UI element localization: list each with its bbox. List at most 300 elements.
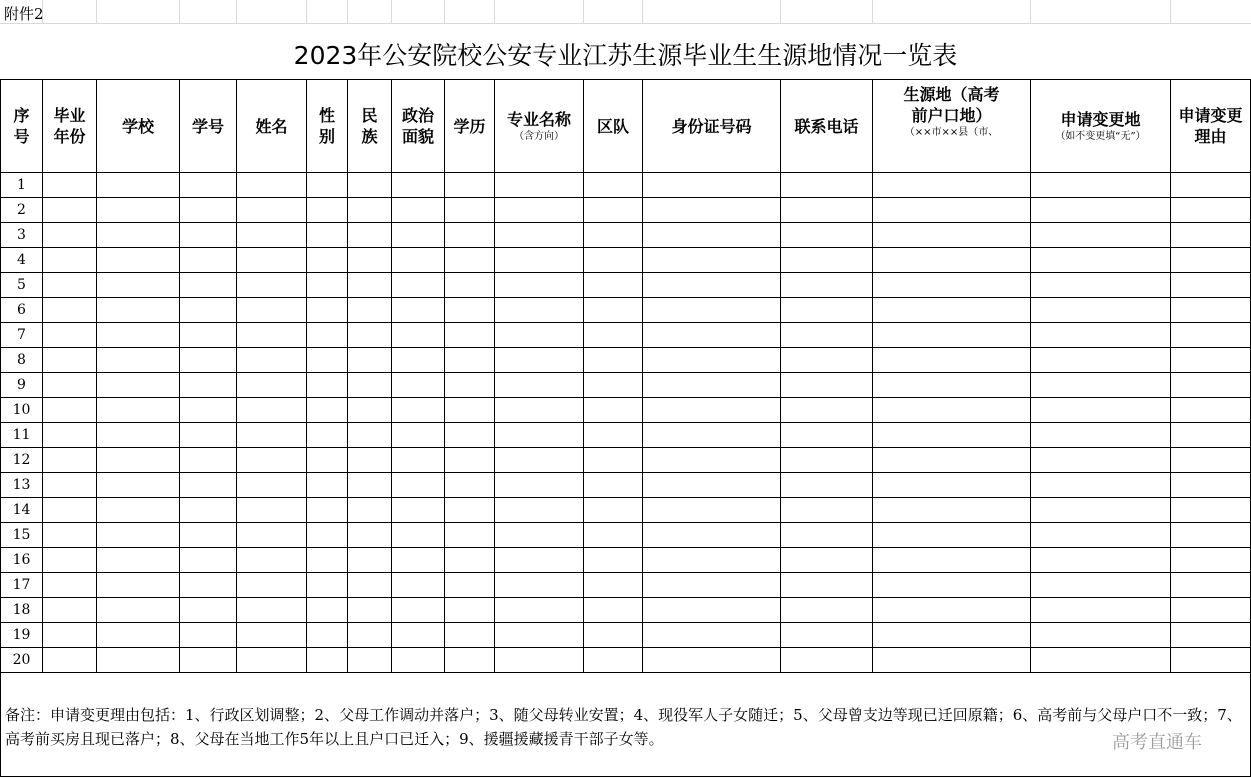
table-cell[interactable]: [873, 223, 1031, 248]
table-cell[interactable]: [873, 248, 1031, 273]
table-cell[interactable]: [584, 523, 643, 548]
table-cell[interactable]: [237, 273, 307, 298]
table-cell[interactable]: [643, 548, 781, 573]
table-cell[interactable]: [584, 498, 643, 523]
table-cell[interactable]: [1171, 448, 1251, 473]
table-cell[interactable]: [307, 523, 348, 548]
table-cell[interactable]: [43, 598, 97, 623]
table-cell[interactable]: [97, 173, 180, 198]
table-cell[interactable]: [307, 498, 348, 523]
table-cell[interactable]: [584, 198, 643, 223]
table-cell[interactable]: [1031, 398, 1171, 423]
table-cell[interactable]: [643, 498, 781, 523]
table-cell[interactable]: [180, 423, 237, 448]
table-cell[interactable]: [237, 398, 307, 423]
table-cell[interactable]: [348, 298, 392, 323]
table-cell[interactable]: [781, 473, 873, 498]
table-cell[interactable]: [445, 448, 495, 473]
table-cell[interactable]: [43, 273, 97, 298]
table-cell[interactable]: [97, 298, 180, 323]
table-cell[interactable]: [643, 248, 781, 273]
table-cell[interactable]: [97, 548, 180, 573]
table-cell[interactable]: [307, 623, 348, 648]
table-cell[interactable]: [237, 498, 307, 523]
table-cell[interactable]: [781, 523, 873, 548]
table-cell[interactable]: [237, 473, 307, 498]
table-cell[interactable]: [873, 598, 1031, 623]
table-cell[interactable]: [643, 273, 781, 298]
table-cell[interactable]: [781, 598, 873, 623]
table-cell[interactable]: [180, 348, 237, 373]
table-cell[interactable]: [1031, 623, 1171, 648]
table-cell[interactable]: [643, 348, 781, 373]
table-cell[interactable]: [781, 173, 873, 198]
table-cell[interactable]: [392, 223, 445, 248]
table-cell[interactable]: [584, 298, 643, 323]
table-cell[interactable]: [873, 173, 1031, 198]
table-cell[interactable]: [348, 548, 392, 573]
table-cell[interactable]: [307, 598, 348, 623]
table-cell[interactable]: [445, 323, 495, 348]
table-cell[interactable]: [97, 398, 180, 423]
table-cell[interactable]: [180, 173, 237, 198]
table-cell[interactable]: [781, 273, 873, 298]
table-cell[interactable]: [237, 348, 307, 373]
table-cell[interactable]: [392, 398, 445, 423]
table-cell[interactable]: [348, 173, 392, 198]
table-cell[interactable]: [237, 298, 307, 323]
table-cell[interactable]: [97, 273, 180, 298]
table-cell[interactable]: [180, 398, 237, 423]
table-cell[interactable]: [348, 398, 392, 423]
table-cell[interactable]: [180, 323, 237, 348]
table-cell[interactable]: [1171, 298, 1251, 323]
table-cell[interactable]: [781, 298, 873, 323]
table-cell[interactable]: [781, 223, 873, 248]
table-cell[interactable]: [873, 548, 1031, 573]
table-cell[interactable]: [307, 223, 348, 248]
table-cell[interactable]: [307, 473, 348, 498]
table-cell[interactable]: [495, 198, 584, 223]
table-cell[interactable]: [445, 623, 495, 648]
table-cell[interactable]: [307, 573, 348, 598]
table-cell[interactable]: [445, 298, 495, 323]
table-cell[interactable]: [643, 448, 781, 473]
table-cell[interactable]: [445, 348, 495, 373]
table-cell[interactable]: [97, 348, 180, 373]
table-cell[interactable]: [307, 198, 348, 223]
table-cell[interactable]: [873, 498, 1031, 523]
table-cell[interactable]: [781, 198, 873, 223]
table-cell[interactable]: [43, 373, 97, 398]
table-cell[interactable]: [348, 473, 392, 498]
table-cell[interactable]: [180, 498, 237, 523]
table-cell[interactable]: [781, 423, 873, 448]
table-cell[interactable]: [873, 423, 1031, 448]
table-cell[interactable]: [307, 398, 348, 423]
table-cell[interactable]: [237, 623, 307, 648]
table-cell[interactable]: [237, 448, 307, 473]
table-cell[interactable]: [348, 273, 392, 298]
table-cell[interactable]: [307, 173, 348, 198]
table-cell[interactable]: [1031, 248, 1171, 273]
table-cell[interactable]: [584, 323, 643, 348]
table-cell[interactable]: [873, 398, 1031, 423]
table-cell[interactable]: [643, 173, 781, 198]
table-cell[interactable]: [97, 223, 180, 248]
table-cell[interactable]: [97, 323, 180, 348]
table-cell[interactable]: [348, 573, 392, 598]
table-cell[interactable]: [237, 173, 307, 198]
table-cell[interactable]: [643, 198, 781, 223]
table-cell[interactable]: [781, 648, 873, 673]
table-cell[interactable]: [873, 373, 1031, 398]
table-cell[interactable]: [1031, 373, 1171, 398]
table-cell[interactable]: [392, 348, 445, 373]
table-cell[interactable]: [43, 248, 97, 273]
table-cell[interactable]: [873, 623, 1031, 648]
table-cell[interactable]: [643, 298, 781, 323]
table-cell[interactable]: [584, 223, 643, 248]
table-cell[interactable]: [1171, 623, 1251, 648]
table-cell[interactable]: [1171, 473, 1251, 498]
table-cell[interactable]: [873, 523, 1031, 548]
table-cell[interactable]: [237, 573, 307, 598]
table-cell[interactable]: [495, 573, 584, 598]
table-cell[interactable]: [873, 273, 1031, 298]
table-cell[interactable]: [237, 373, 307, 398]
table-cell[interactable]: [1031, 498, 1171, 523]
table-cell[interactable]: [495, 448, 584, 473]
table-cell[interactable]: [1031, 173, 1171, 198]
table-cell[interactable]: [495, 273, 584, 298]
table-cell[interactable]: [1171, 348, 1251, 373]
table-cell[interactable]: [1031, 573, 1171, 598]
table-cell[interactable]: [495, 648, 584, 673]
table-cell[interactable]: [495, 623, 584, 648]
table-cell[interactable]: [781, 573, 873, 598]
table-cell[interactable]: [43, 648, 97, 673]
table-cell[interactable]: [781, 398, 873, 423]
table-cell[interactable]: [643, 598, 781, 623]
table-cell[interactable]: [1171, 373, 1251, 398]
table-cell[interactable]: [873, 298, 1031, 323]
table-cell[interactable]: [781, 448, 873, 473]
table-cell[interactable]: [392, 173, 445, 198]
table-cell[interactable]: [495, 298, 584, 323]
table-cell[interactable]: [307, 248, 348, 273]
table-cell[interactable]: [643, 373, 781, 398]
table-cell[interactable]: [495, 473, 584, 498]
table-cell[interactable]: [392, 523, 445, 548]
table-cell[interactable]: [1171, 223, 1251, 248]
table-cell[interactable]: [180, 298, 237, 323]
table-cell[interactable]: [584, 598, 643, 623]
table-cell[interactable]: [495, 223, 584, 248]
table-cell[interactable]: [495, 373, 584, 398]
table-cell[interactable]: [307, 273, 348, 298]
table-cell[interactable]: [43, 423, 97, 448]
table-cell[interactable]: [348, 498, 392, 523]
table-cell[interactable]: [781, 623, 873, 648]
table-cell[interactable]: [97, 598, 180, 623]
table-cell[interactable]: [43, 498, 97, 523]
table-cell[interactable]: [445, 248, 495, 273]
table-cell[interactable]: [495, 523, 584, 548]
table-cell[interactable]: [97, 248, 180, 273]
table-cell[interactable]: [1031, 598, 1171, 623]
table-cell[interactable]: [445, 648, 495, 673]
table-cell[interactable]: [307, 373, 348, 398]
table-cell[interactable]: [392, 473, 445, 498]
table-cell[interactable]: [97, 448, 180, 473]
table-cell[interactable]: [873, 473, 1031, 498]
table-cell[interactable]: [43, 398, 97, 423]
table-cell[interactable]: [307, 648, 348, 673]
table-cell[interactable]: [237, 648, 307, 673]
table-cell[interactable]: [237, 523, 307, 548]
table-cell[interactable]: [584, 623, 643, 648]
table-cell[interactable]: [495, 248, 584, 273]
table-cell[interactable]: [1031, 648, 1171, 673]
table-cell[interactable]: [445, 523, 495, 548]
table-cell[interactable]: [584, 448, 643, 473]
table-cell[interactable]: [348, 198, 392, 223]
table-cell[interactable]: [180, 598, 237, 623]
table-cell[interactable]: [445, 573, 495, 598]
table-cell[interactable]: [781, 498, 873, 523]
table-cell[interactable]: [392, 498, 445, 523]
table-cell[interactable]: [495, 598, 584, 623]
table-cell[interactable]: [584, 248, 643, 273]
table-cell[interactable]: [97, 648, 180, 673]
table-cell[interactable]: [237, 223, 307, 248]
table-cell[interactable]: [1171, 548, 1251, 573]
table-cell[interactable]: [781, 248, 873, 273]
table-cell[interactable]: [348, 223, 392, 248]
table-cell[interactable]: [584, 648, 643, 673]
table-cell[interactable]: [1171, 423, 1251, 448]
table-cell[interactable]: [1171, 248, 1251, 273]
table-cell[interactable]: [873, 348, 1031, 373]
table-cell[interactable]: [97, 423, 180, 448]
table-cell[interactable]: [237, 548, 307, 573]
table-cell[interactable]: [180, 648, 237, 673]
table-cell[interactable]: [237, 598, 307, 623]
table-cell[interactable]: [781, 348, 873, 373]
table-cell[interactable]: [180, 223, 237, 248]
table-cell[interactable]: [584, 573, 643, 598]
table-cell[interactable]: [43, 573, 97, 598]
table-cell[interactable]: [180, 373, 237, 398]
table-cell[interactable]: [43, 298, 97, 323]
table-cell[interactable]: [1171, 648, 1251, 673]
table-cell[interactable]: [348, 373, 392, 398]
table-cell[interactable]: [445, 223, 495, 248]
table-cell[interactable]: [584, 348, 643, 373]
table-cell[interactable]: [180, 198, 237, 223]
table-cell[interactable]: [873, 448, 1031, 473]
table-cell[interactable]: [43, 223, 97, 248]
table-cell[interactable]: [180, 523, 237, 548]
table-cell[interactable]: [445, 548, 495, 573]
table-cell[interactable]: [348, 248, 392, 273]
table-cell[interactable]: [180, 473, 237, 498]
table-cell[interactable]: [348, 598, 392, 623]
table-cell[interactable]: [97, 623, 180, 648]
table-cell[interactable]: [584, 548, 643, 573]
table-cell[interactable]: [1031, 223, 1171, 248]
table-cell[interactable]: [873, 573, 1031, 598]
table-cell[interactable]: [781, 373, 873, 398]
table-cell[interactable]: [180, 623, 237, 648]
table-cell[interactable]: [43, 473, 97, 498]
table-cell[interactable]: [445, 273, 495, 298]
table-cell[interactable]: [445, 398, 495, 423]
table-cell[interactable]: [781, 323, 873, 348]
table-cell[interactable]: [97, 198, 180, 223]
table-cell[interactable]: [392, 623, 445, 648]
table-cell[interactable]: [43, 198, 97, 223]
table-cell[interactable]: [643, 648, 781, 673]
table-cell[interactable]: [1031, 523, 1171, 548]
table-cell[interactable]: [495, 548, 584, 573]
table-cell[interactable]: [307, 323, 348, 348]
table-cell[interactable]: [392, 248, 445, 273]
table-cell[interactable]: [1171, 173, 1251, 198]
table-cell[interactable]: [307, 348, 348, 373]
table-cell[interactable]: [237, 423, 307, 448]
table-cell[interactable]: [43, 323, 97, 348]
table-cell[interactable]: [1171, 523, 1251, 548]
table-cell[interactable]: [392, 298, 445, 323]
table-cell[interactable]: [97, 473, 180, 498]
table-cell[interactable]: [643, 523, 781, 548]
table-cell[interactable]: [643, 223, 781, 248]
table-cell[interactable]: [1171, 498, 1251, 523]
table-cell[interactable]: [873, 323, 1031, 348]
table-cell[interactable]: [643, 398, 781, 423]
table-cell[interactable]: [392, 548, 445, 573]
table-cell[interactable]: [495, 323, 584, 348]
table-cell[interactable]: [445, 498, 495, 523]
table-cell[interactable]: [180, 248, 237, 273]
table-cell[interactable]: [495, 173, 584, 198]
table-cell[interactable]: [445, 598, 495, 623]
table-cell[interactable]: [495, 498, 584, 523]
table-cell[interactable]: [495, 398, 584, 423]
table-cell[interactable]: [307, 423, 348, 448]
table-cell[interactable]: [307, 298, 348, 323]
table-cell[interactable]: [445, 423, 495, 448]
table-cell[interactable]: [348, 423, 392, 448]
table-cell[interactable]: [97, 373, 180, 398]
table-cell[interactable]: [584, 373, 643, 398]
table-cell[interactable]: [348, 323, 392, 348]
table-cell[interactable]: [180, 548, 237, 573]
table-cell[interactable]: [392, 323, 445, 348]
table-cell[interactable]: [1031, 448, 1171, 473]
table-cell[interactable]: [180, 573, 237, 598]
table-cell[interactable]: [1171, 573, 1251, 598]
table-cell[interactable]: [584, 398, 643, 423]
table-cell[interactable]: [495, 423, 584, 448]
table-cell[interactable]: [348, 523, 392, 548]
table-cell[interactable]: [392, 448, 445, 473]
table-cell[interactable]: [392, 373, 445, 398]
table-cell[interactable]: [445, 473, 495, 498]
table-cell[interactable]: [43, 523, 97, 548]
table-cell[interactable]: [445, 373, 495, 398]
table-cell[interactable]: [97, 523, 180, 548]
table-cell[interactable]: [643, 573, 781, 598]
table-cell[interactable]: [392, 598, 445, 623]
table-cell[interactable]: [348, 648, 392, 673]
table-cell[interactable]: [643, 473, 781, 498]
table-cell[interactable]: [1031, 198, 1171, 223]
table-cell[interactable]: [873, 648, 1031, 673]
table-cell[interactable]: [237, 248, 307, 273]
table-cell[interactable]: [584, 173, 643, 198]
table-cell[interactable]: [392, 198, 445, 223]
table-cell[interactable]: [1031, 348, 1171, 373]
table-cell[interactable]: [1031, 298, 1171, 323]
table-cell[interactable]: [584, 423, 643, 448]
table-cell[interactable]: [1031, 323, 1171, 348]
table-cell[interactable]: [180, 448, 237, 473]
table-cell[interactable]: [643, 423, 781, 448]
table-cell[interactable]: [1171, 323, 1251, 348]
table-cell[interactable]: [348, 623, 392, 648]
table-cell[interactable]: [43, 173, 97, 198]
table-cell[interactable]: [43, 623, 97, 648]
table-cell[interactable]: [97, 573, 180, 598]
table-cell[interactable]: [873, 198, 1031, 223]
table-cell[interactable]: [392, 423, 445, 448]
table-cell[interactable]: [1171, 198, 1251, 223]
table-cell[interactable]: [307, 448, 348, 473]
table-cell[interactable]: [1031, 473, 1171, 498]
table-cell[interactable]: [445, 173, 495, 198]
table-cell[interactable]: [495, 348, 584, 373]
table-cell[interactable]: [43, 448, 97, 473]
table-cell[interactable]: [307, 548, 348, 573]
table-cell[interactable]: [584, 473, 643, 498]
table-cell[interactable]: [348, 348, 392, 373]
table-cell[interactable]: [43, 548, 97, 573]
table-cell[interactable]: [43, 348, 97, 373]
table-cell[interactable]: [237, 323, 307, 348]
table-cell[interactable]: [1171, 398, 1251, 423]
table-cell[interactable]: [1031, 548, 1171, 573]
table-cell[interactable]: [1031, 423, 1171, 448]
table-cell[interactable]: [392, 573, 445, 598]
table-cell[interactable]: [584, 273, 643, 298]
table-cell[interactable]: [643, 623, 781, 648]
table-cell[interactable]: [180, 273, 237, 298]
table-cell[interactable]: [1171, 273, 1251, 298]
table-cell[interactable]: [97, 498, 180, 523]
table-cell[interactable]: [1171, 598, 1251, 623]
table-cell[interactable]: [781, 548, 873, 573]
table-cell[interactable]: [237, 198, 307, 223]
table-cell[interactable]: [445, 198, 495, 223]
table-cell[interactable]: [392, 273, 445, 298]
table-cell[interactable]: [643, 323, 781, 348]
table-cell[interactable]: [1031, 273, 1171, 298]
table-cell[interactable]: [392, 648, 445, 673]
table-cell[interactable]: [348, 448, 392, 473]
